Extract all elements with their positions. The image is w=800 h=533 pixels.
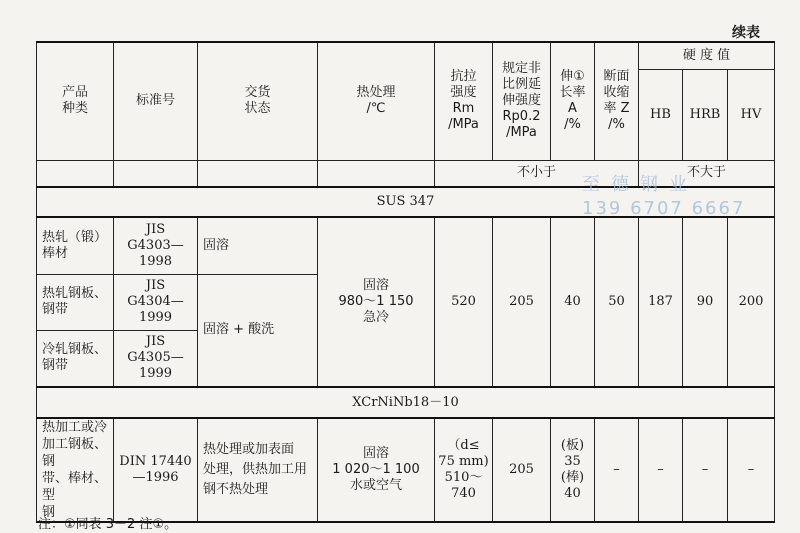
col-header-heat-treatment: 热处理 /℃ — [318, 42, 435, 160]
not-less-than-label: 不小于 — [435, 160, 639, 187]
standard-number: JIS G4305—1999 — [114, 330, 198, 387]
reduction-of-area: 50 — [595, 217, 639, 387]
product-type: 热加工或冷 加工钢板、钢 带、棒材、型 钢 — [37, 418, 114, 522]
hardness-hrb: – — [683, 418, 728, 522]
heat-treatment: 固溶 1 020～1 100 水或空气 — [318, 418, 435, 522]
yield-strength: 205 — [493, 217, 551, 387]
section-title-xcrninb: XCrNiNb18－10 — [37, 387, 775, 418]
section-title-row — [37, 387, 775, 418]
standard-number: DIN 17440 —1996 — [114, 418, 198, 522]
col-header-tensile: 抗拉 强度 Rm /MPa — [435, 42, 493, 160]
not-more-than-label: 不大于 — [639, 160, 775, 187]
col-header-yield: 规定非 比例延 伸强度 Rp0.2 /MPa — [493, 42, 551, 160]
col-header-condition: 交货 状态 — [198, 42, 318, 160]
reduction-of-area: – — [595, 418, 639, 522]
heat-treatment: 固溶 980～1 150 急冷 — [318, 217, 435, 387]
delivery-condition: 固溶 — [198, 217, 318, 274]
section-title-row — [37, 187, 775, 217]
col-header-elongation: 伸① 长率 A /% — [551, 42, 595, 160]
limit-row — [37, 160, 775, 187]
standard-number: JIS G4304—1999 — [114, 274, 198, 330]
table-row — [37, 217, 775, 274]
header-row — [37, 42, 775, 69]
elongation: (板) 35 (棒) 40 — [551, 418, 595, 522]
col-header-standard: 标准号 — [114, 42, 198, 160]
col-header-product: 产品 种类 — [37, 42, 114, 160]
hardness-hv: 200 — [728, 217, 775, 387]
col-header-hv: HV — [728, 69, 775, 160]
watermark-company: 至德钢业 — [582, 174, 698, 195]
col-header-hb: HB — [639, 69, 683, 160]
delivery-condition: 热处理或加表面 处理，供热加工用 钢不热处理 — [198, 418, 318, 522]
tensile-strength: （d≤ 75 mm) 510～ 740 — [435, 418, 493, 522]
standard-number: JIS G4303—1998 — [114, 217, 198, 274]
tensile-strength: 520 — [435, 217, 493, 387]
spec-table — [36, 41, 775, 523]
section-title-sus347: SUS 347 — [37, 187, 775, 217]
table-row — [37, 418, 775, 522]
hardness-hb: 187 — [639, 217, 683, 387]
elongation: 40 — [551, 217, 595, 387]
yield-strength: 205 — [493, 418, 551, 522]
watermark-phone: 139 6707 6667 — [582, 198, 746, 219]
delivery-condition: 固溶 + 酸洗 — [198, 274, 318, 387]
product-type: 冷轧钢板、 钢带 — [37, 330, 114, 387]
hardness-hv: – — [728, 418, 775, 522]
continued-label: 续表 — [732, 25, 760, 41]
product-type: 热轧钢板、 钢带 — [37, 274, 114, 330]
col-header-hrb: HRB — [683, 69, 728, 160]
footnote: 注：①同表 3－2 注①。 — [38, 517, 178, 532]
col-header-reduction: 断面 收缩 率 Z /% — [595, 42, 639, 160]
hardness-hb: – — [639, 418, 683, 522]
col-header-hardness: 硬 度 值 — [639, 42, 775, 69]
hardness-hrb: 90 — [683, 217, 728, 387]
product-type: 热轧（锻） 棒材 — [37, 217, 114, 274]
